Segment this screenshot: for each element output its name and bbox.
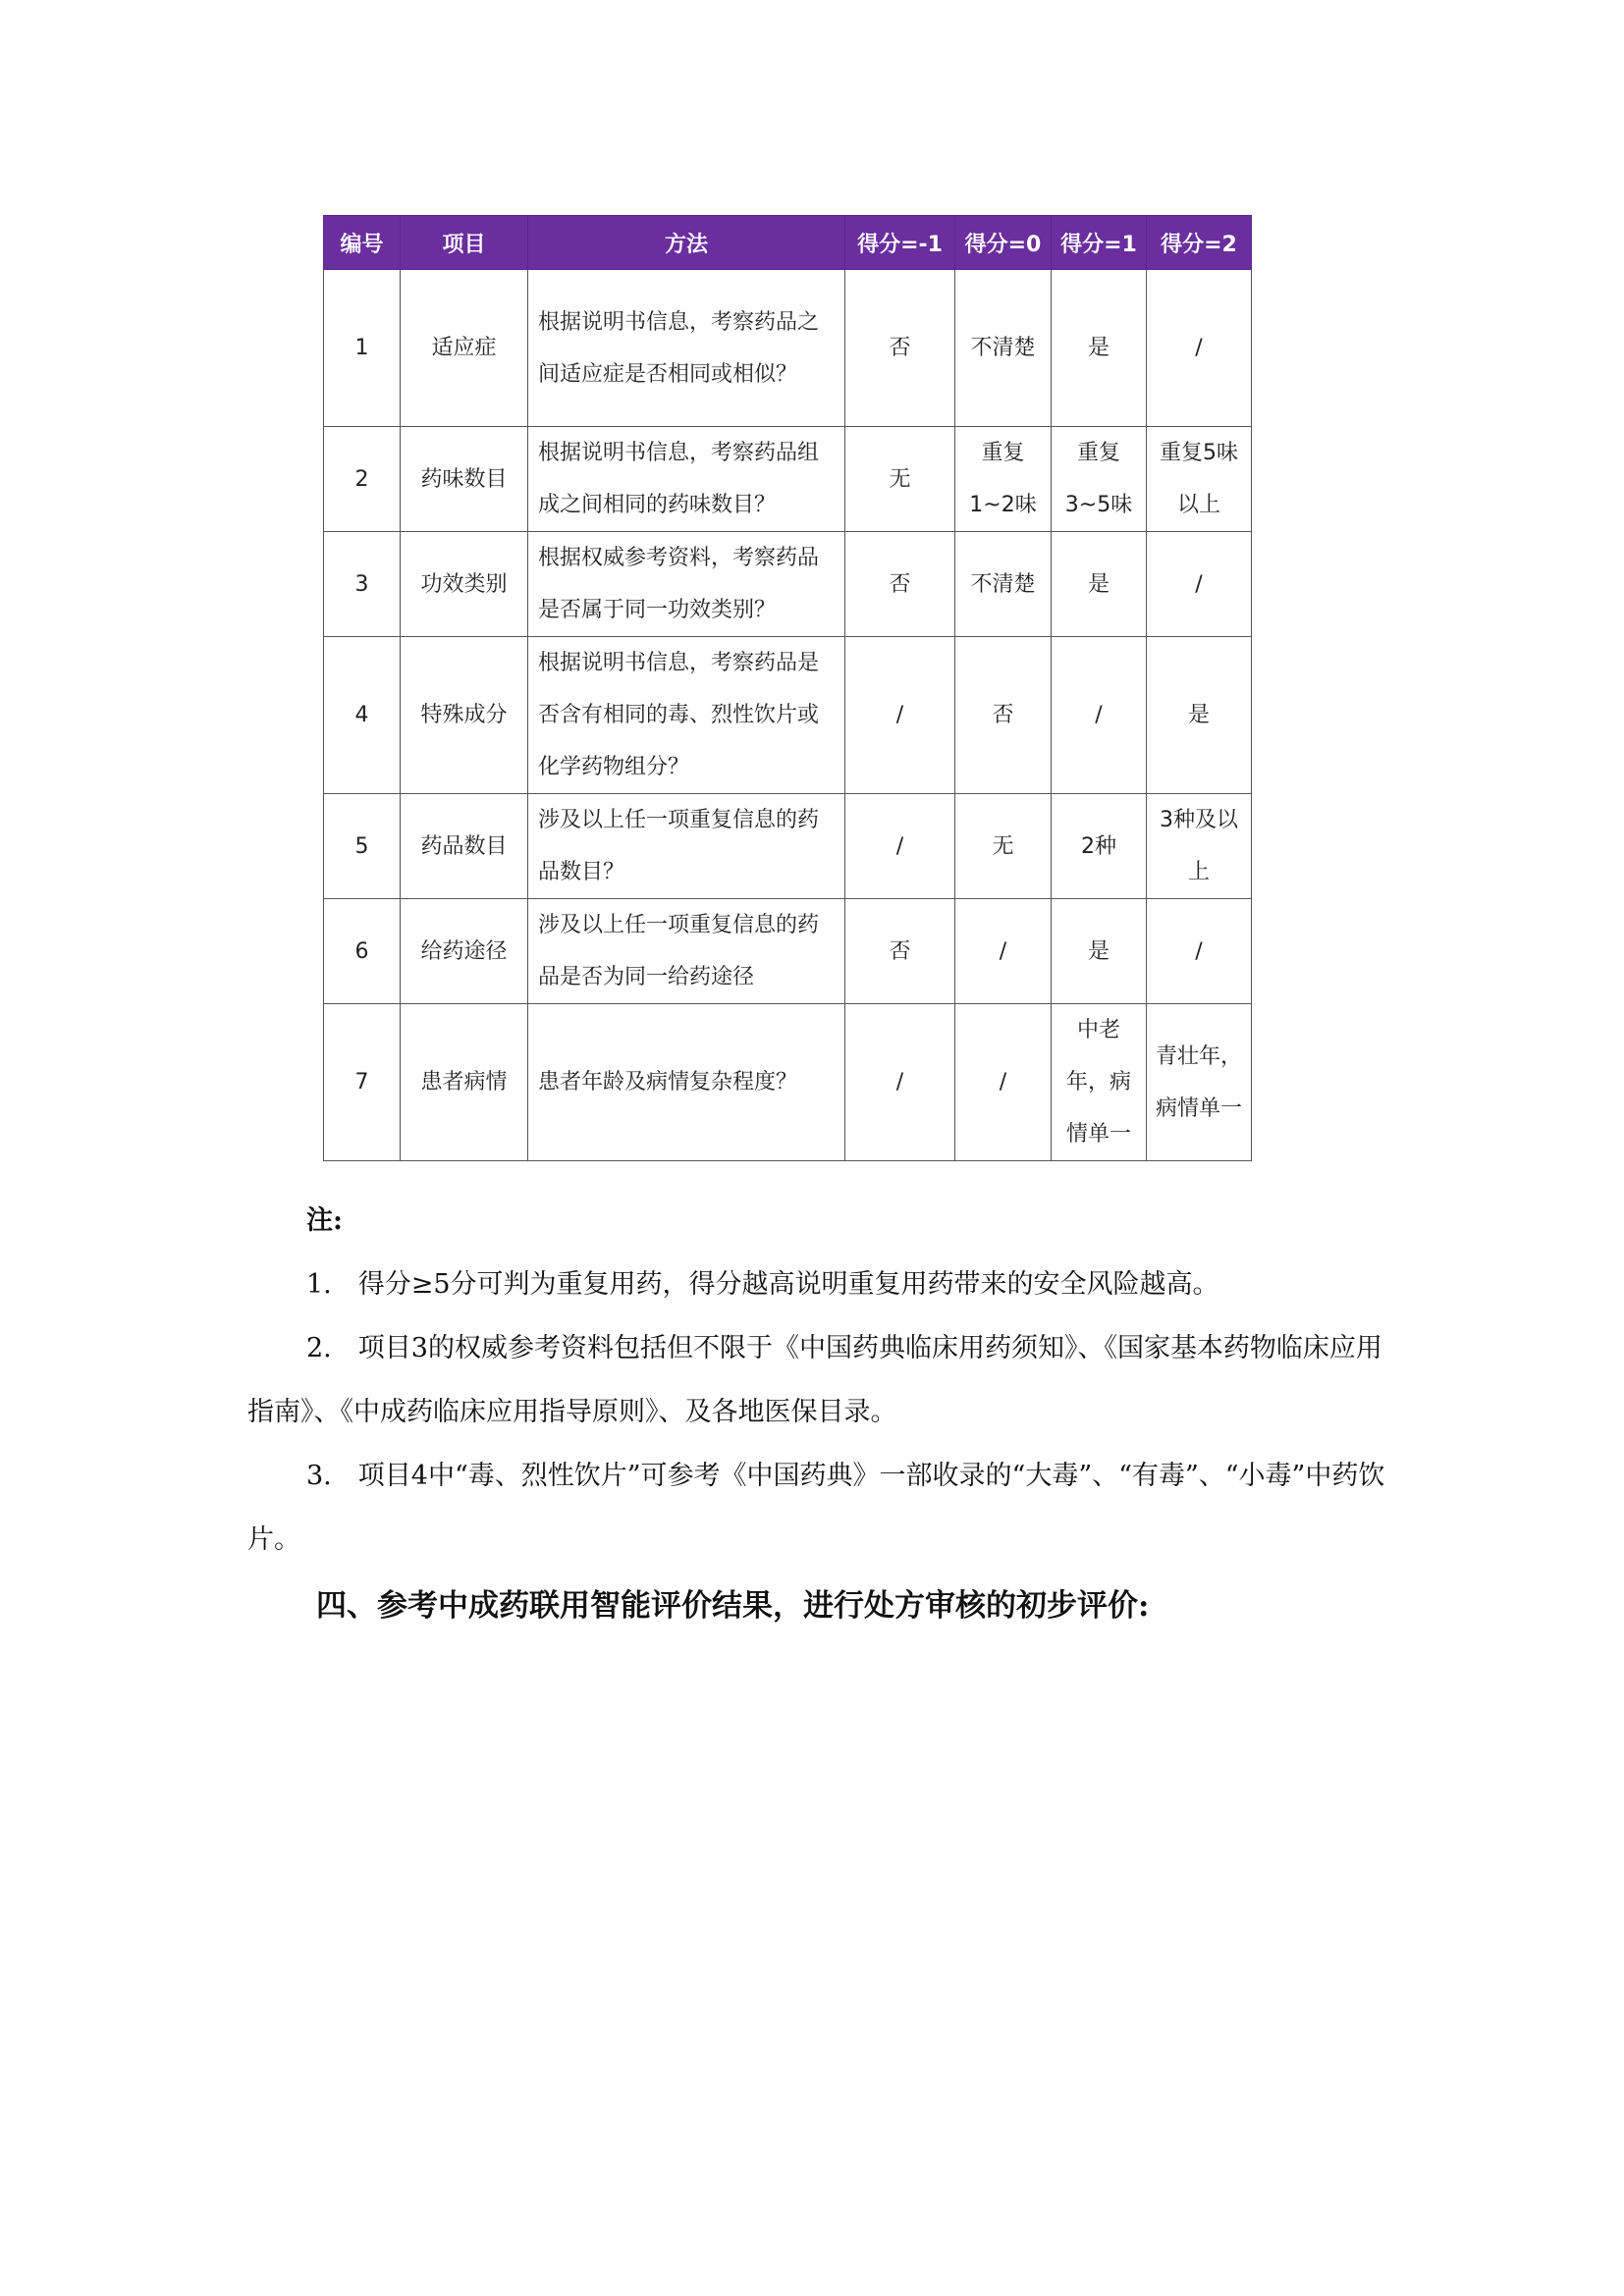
table-header-row bbox=[324, 216, 1252, 270]
cell-score-0: 不清楚 bbox=[955, 270, 1052, 427]
cell-score-2: / bbox=[1147, 899, 1252, 1004]
cell-item: 药味数目 bbox=[401, 427, 528, 532]
cell-score-neg1: 否 bbox=[845, 532, 955, 637]
note-item-1: 1. 得分≥5分可判为重复用药，得分越高说明重复用药带来的安全风险越高。 bbox=[306, 1269, 1219, 1300]
scoring-table bbox=[323, 215, 1252, 1161]
cell-method: 根据说明书信息，考察药品之间适应症是否相同或相似？ bbox=[528, 270, 845, 427]
cell-score-0: / bbox=[955, 899, 1052, 1004]
header-method: 方法 bbox=[528, 216, 845, 270]
cell-no: 5 bbox=[324, 794, 401, 899]
cell-score-0: 否 bbox=[955, 637, 1052, 794]
cell-score-neg1: 否 bbox=[845, 899, 955, 1004]
cell-score-1: 是 bbox=[1052, 270, 1147, 427]
cell-score-1: 是 bbox=[1052, 532, 1147, 637]
header-item: 项目 bbox=[401, 216, 528, 270]
table-row bbox=[324, 794, 1252, 899]
cell-score-2: / bbox=[1147, 532, 1252, 637]
cell-item: 患者病情 bbox=[401, 1004, 528, 1161]
cell-score-1: 中老年，病情单一 bbox=[1052, 1004, 1147, 1161]
cell-score-2: 3种及以上 bbox=[1147, 794, 1252, 899]
cell-score-1: 是 bbox=[1052, 899, 1147, 1004]
cell-score-1: 2种 bbox=[1052, 794, 1147, 899]
cell-no: 3 bbox=[324, 532, 401, 637]
cell-no: 6 bbox=[324, 899, 401, 1004]
cell-score-0: 无 bbox=[955, 794, 1052, 899]
notes-title: 注: bbox=[306, 1205, 343, 1236]
section-heading: 四、参考中成药联用智能评价结果，进行处方审核的初步评价: bbox=[316, 1588, 1150, 1624]
cell-score-2: 是 bbox=[1147, 637, 1252, 794]
cell-score-neg1: / bbox=[845, 637, 955, 794]
cell-score-0: / bbox=[955, 1004, 1052, 1161]
cell-score-neg1: / bbox=[845, 794, 955, 899]
cell-score-0: 重复1~2味 bbox=[955, 427, 1052, 532]
table-row bbox=[324, 637, 1252, 794]
cell-score-2: 重复5味以上 bbox=[1147, 427, 1252, 532]
cell-score-2: / bbox=[1147, 270, 1252, 427]
cell-method: 涉及以上任一项重复信息的药品是否为同一给药途径 bbox=[528, 899, 845, 1004]
table-row bbox=[324, 532, 1252, 637]
cell-item: 药品数目 bbox=[401, 794, 528, 899]
cell-method: 根据权威参考资料，考察药品是否属于同一功效类别？ bbox=[528, 532, 845, 637]
header-score-1: 得分=1 bbox=[1052, 216, 1147, 270]
header-score-0: 得分=0 bbox=[955, 216, 1052, 270]
cell-item: 特殊成分 bbox=[401, 637, 528, 794]
cell-item: 给药途径 bbox=[401, 899, 528, 1004]
cell-no: 1 bbox=[324, 270, 401, 427]
cell-method: 涉及以上任一项重复信息的药品数目？ bbox=[528, 794, 845, 899]
header-score-neg1: 得分=-1 bbox=[845, 216, 955, 270]
table-row bbox=[324, 899, 1252, 1004]
cell-method: 患者年龄及病情复杂程度？ bbox=[528, 1004, 845, 1161]
note-item-2: 2. 项目3的权威参考资料包括但不限于《中国药典临床用药须知》、《国家基本药物临床应用指南》、《中成药临床应用指导原则》、及各地医保目录。 bbox=[247, 1333, 1382, 1427]
cell-method: 根据说明书信息，考察药品是否含有相同的毒、烈性饮片或化学药物组分？ bbox=[528, 637, 845, 794]
table-row bbox=[324, 1004, 1252, 1161]
header-score-2: 得分=2 bbox=[1147, 216, 1252, 270]
cell-no: 4 bbox=[324, 637, 401, 794]
cell-score-neg1: 否 bbox=[845, 270, 955, 427]
cell-score-neg1: 无 bbox=[845, 427, 955, 532]
cell-score-2: 青壮年，病情单一 bbox=[1147, 1004, 1252, 1161]
cell-score-0: 不清楚 bbox=[955, 532, 1052, 637]
cell-item: 功效类别 bbox=[401, 532, 528, 637]
cell-method: 根据说明书信息，考察药品组成之间相同的药味数目？ bbox=[528, 427, 845, 532]
cell-no: 2 bbox=[324, 427, 401, 532]
note-item-3: 3. 项目4中“毒、烈性饮片”可参考《中国药典》一部收录的“大毒”、“有毒”、“小毒”中药饮片。 bbox=[247, 1461, 1385, 1555]
cell-score-neg1: / bbox=[845, 1004, 955, 1161]
cell-no: 7 bbox=[324, 1004, 401, 1161]
header-no: 编号 bbox=[324, 216, 401, 270]
cell-score-1: 重复3~5味 bbox=[1052, 427, 1147, 532]
table-row bbox=[324, 427, 1252, 532]
cell-item: 适应症 bbox=[401, 270, 528, 427]
cell-score-1: / bbox=[1052, 637, 1147, 794]
table-row bbox=[324, 270, 1252, 427]
